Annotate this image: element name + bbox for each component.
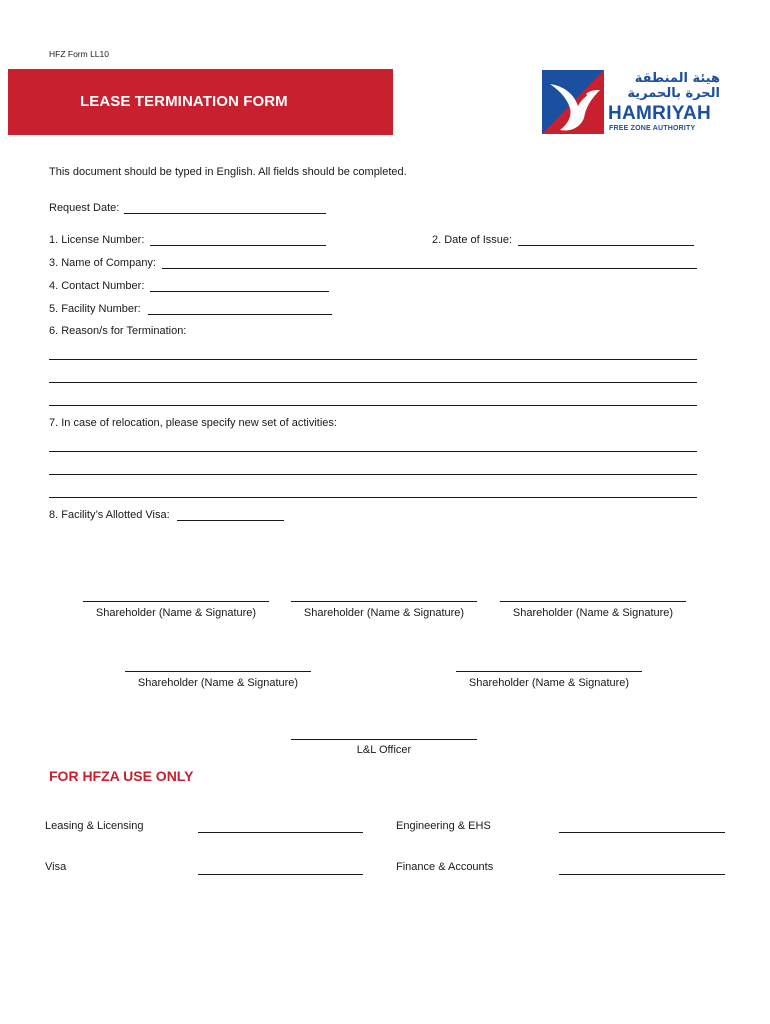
contact-number-field[interactable] (150, 291, 329, 292)
shareholder-signature-label: Shareholder (Name & Signature) (468, 677, 630, 689)
shareholder-signature-line[interactable] (500, 601, 686, 602)
logo-subtitle: FREE ZONE AUTHORITY (609, 125, 696, 132)
shareholder-signature-label: Shareholder (Name & Signature) (303, 607, 465, 619)
termination-reasons-line[interactable] (49, 359, 697, 360)
visa-field[interactable] (198, 874, 363, 875)
request-date-label: Request Date: (49, 202, 120, 214)
relocation-activities-line[interactable] (49, 474, 697, 475)
hamriyah-logo (542, 70, 722, 138)
company-name-label: 3. Name of Company: (49, 257, 156, 269)
company-name-field[interactable] (162, 268, 697, 269)
termination-reasons-line[interactable] (49, 382, 697, 383)
shareholder-signature-line[interactable] (125, 671, 311, 672)
logo-arabic-text: هيئة المنطقة الحرة بالحمرية (627, 71, 720, 101)
shareholder-signature-line[interactable] (291, 601, 477, 602)
shareholder-signature-label: Shareholder (Name & Signature) (137, 677, 299, 689)
title-banner (8, 69, 393, 135)
officer-signature-line[interactable] (291, 739, 477, 740)
date-of-issue-field[interactable] (518, 245, 694, 246)
officer-signature-label: L&L Officer (356, 744, 412, 756)
facility-number-label: 5. Facility Number: (49, 303, 141, 315)
finance-accounts-label: Finance & Accounts (396, 861, 494, 873)
relocation-activities-label: 7. In case of relocation, please specify new set of activities: (49, 417, 337, 429)
leasing-licensing-field[interactable] (198, 832, 363, 833)
finance-accounts-field[interactable] (559, 874, 725, 875)
license-number-label: 1. License Number: (49, 234, 145, 246)
license-number-field[interactable] (150, 245, 326, 246)
visa-label: Visa (45, 861, 67, 873)
relocation-activities-line[interactable] (49, 497, 697, 498)
form-code: HFZ Form LL10 (49, 49, 109, 59)
hfza-use-heading: FOR HFZA USE ONLY (49, 768, 194, 784)
engineering-ehs-field[interactable] (559, 832, 725, 833)
shareholder-signature-label: Shareholder (Name & Signature) (95, 607, 257, 619)
shareholder-signature-line[interactable] (83, 601, 269, 602)
logo-name: HAMRIYAH (608, 103, 712, 124)
bird-emblem-icon (542, 70, 604, 134)
termination-reasons-label: 6. Reason/s for Termination: (49, 325, 187, 337)
engineering-ehs-label: Engineering & EHS (396, 820, 491, 832)
relocation-activities-line[interactable] (49, 451, 697, 452)
request-date-field[interactable] (124, 213, 326, 214)
shareholder-signature-line[interactable] (456, 671, 642, 672)
instruction-text: This document should be typed in English. All fields should be completed. (49, 166, 407, 178)
allotted-visa-field[interactable] (177, 520, 284, 521)
leasing-licensing-label: Leasing & Licensing (45, 820, 144, 832)
termination-reasons-line[interactable] (49, 405, 697, 406)
facility-number-field[interactable] (148, 314, 332, 315)
shareholder-signature-label: Shareholder (Name & Signature) (512, 607, 674, 619)
allotted-visa-label: 8. Facility’s Allotted Visa: (49, 509, 170, 521)
date-of-issue-label: 2. Date of Issue: (432, 234, 513, 246)
form-title: LEASE TERMINATION FORM (80, 93, 288, 110)
contact-number-label: 4. Contact Number: (49, 280, 145, 292)
